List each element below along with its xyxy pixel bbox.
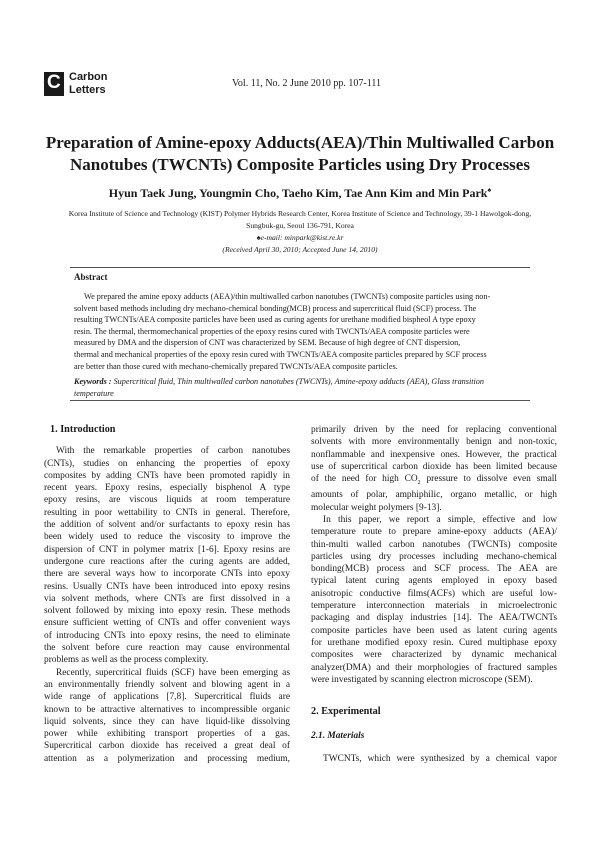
body-line: an environmentally friendly solvent and blowing agent in a [44, 679, 290, 690]
body-line: via solvent methods, where CNTs are first dissolved in a [44, 593, 290, 604]
left-column [44, 424, 290, 765]
body-line: composites by adding CNTs have been promoted rapidly in [44, 470, 290, 481]
body-line: composites were characterized by dynamic mechanical [311, 650, 557, 661]
abstract-body [74, 291, 526, 372]
body-line: of introducing CNTs into epoxy resins, the need to eliminate [44, 630, 290, 641]
body-line: use of supercritical carbon dioxide has been limited because [311, 461, 557, 472]
title-line-2: Nanotubes (TWCNTs) Composite Particles using Dry Processes [70, 155, 530, 174]
co2-text-pre: of the need for high CO [311, 474, 418, 485]
section-heading-introduction: 1. Introduction [50, 424, 116, 435]
abstract-line: measured by DMA and the dispersion of CNT was characterized by SEM. Because of high degree of CNT dispersion, [74, 338, 461, 348]
journal-name-line2: Letters [69, 84, 106, 96]
author-list [30, 186, 570, 201]
body-line: composite particles have been used as latent curing agents [311, 625, 557, 636]
body-line: analyzer(DMA) and their morphologies of fractured samples [311, 662, 557, 673]
body-line: thin-multi walled carbon nanotubes (TWCNTs) composite [311, 539, 557, 550]
section-heading-experimental: 2. Experimental [311, 706, 381, 718]
abstract-line: are better than those cured with mechano-chemically prepared TWCNTs/AEA composite particles. [74, 361, 398, 371]
author-email: ♠e-mail: minpark@kist.re.kr [256, 233, 344, 242]
body-line: solvents with more environmentally benign and non-toxic, [311, 437, 557, 448]
body-line: were investigated by scanning electron microscope (SEM). [311, 674, 533, 685]
abstract-line: resulting TWCNTs/AEA composite particles have been used as curing agents for urethane modified bispheol A type epoxy [74, 315, 476, 325]
abstract-line: We prepared the amine epoxy adducts (AEA)/thin multiwalled carbon nanotubes (TWCNTs) composite particles using non- [84, 292, 491, 301]
abstract-line: solvent based methods including dry mechano-chemical bonding(MCB) process and supercritical fluid (SCF) process. The [74, 303, 477, 313]
body-line: there are several ways how to incorporate CNTs into epoxy [44, 569, 290, 580]
abstract-line: thermal and mechanical properties of the epoxy resin cured with TWCNTs/AEA composite particles prepared by SCF process [74, 349, 487, 359]
body-line: ensure sufficient wetting of CNTs and offer convenient ways [44, 618, 290, 629]
body-line: resulting in poor wettability to CNTs in general. Therefore, [44, 507, 290, 518]
affiliation-block [30, 208, 570, 256]
body-line: for urethane modified epoxy resin. Cured multiphase epoxy [311, 637, 557, 648]
right-column [311, 424, 557, 765]
co2-subscript: 2 [417, 480, 421, 487]
body-line: power while exhibiting transport properties of a gas. [44, 729, 290, 740]
abstract-line: resin. The thermal, thermomechanical properties of the epoxy resins cured with TWCNTs/AEA composite particles were [74, 326, 470, 336]
abstract-top-rule [70, 267, 530, 268]
abstract-heading: Abstract [74, 272, 108, 282]
abstract-bottom-rule [70, 400, 530, 401]
received-accepted-dates: (Received April 30, 2010; Accepted June 14, 2010) [222, 245, 378, 254]
keywords-line-2: temperature [74, 388, 114, 398]
keywords-line-1: Supercritical fluid, Thin multiwalled carbon nanotubes (TWCNTs), Amine-epoxy adducts (AEA), Glass transition [111, 377, 484, 386]
body-line: the solvent before cure reaction may cause environmental [44, 643, 290, 654]
body-line: solvent followed by mixing into epoxy resin. These methods [44, 606, 290, 617]
journal-name [69, 71, 108, 97]
body-line: bonding(MCB) process and SCF process. The AEA are [311, 564, 557, 575]
body-line: attention as a polymerization and processing medium, [44, 753, 290, 764]
body-line: problems as well as the process complexity. [44, 655, 209, 666]
body-line: amounts of polar, amphiphilic, organo metallic, or high [311, 490, 557, 501]
body-line-co2 [311, 473, 557, 489]
body-line: nonflammable and inexpensive ones. However, the practical [311, 449, 557, 460]
paper-title [30, 132, 570, 176]
body-line: undergone cure reactions after the curing agents are added, [44, 556, 290, 567]
keywords-block [74, 376, 526, 399]
subsection-heading-materials: 2.1. Materials [311, 731, 365, 742]
journal-logo [44, 72, 144, 98]
body-line: (CNTs), studies on enhancing the properties of epoxy [44, 458, 290, 469]
body-line: epoxy resins, are viscous liquids at room temperature [44, 495, 290, 506]
body-line: Supercritical carbon dioxide has received a great deal of [44, 741, 290, 752]
body-line: molecular weight polymers [9-13]. [311, 502, 442, 513]
authors-text: Hyun Taek Jung, Youngmin Cho, Taeho Kim, Tae Ann Kim and Min Park [108, 186, 488, 200]
affiliation-line-2: Sungbuk-gu, Seoul 136-791, Korea [246, 221, 354, 230]
body-line: typical latent curing agents employed in epoxy based [311, 576, 557, 587]
body-line: temperature route to prepare amine-epoxy adducts (AEA)/ [311, 527, 557, 538]
body-line: In this paper, we report a simple, effective and low [323, 514, 557, 525]
body-line: temperature interconnection materials in microelectronic [311, 601, 557, 612]
body-line: particles using dry processes including mechano-chemical [311, 551, 557, 562]
body-line: With the remarkable properties of carbon nanotubes [56, 446, 290, 457]
body-line: TWCNTs, which were synthesized by a chemical vapor [323, 753, 557, 764]
co2-text-post: pressure to dissolve even small [420, 474, 557, 485]
body-line: Recently, supercritical fluids (SCF) have been emerging as [56, 667, 290, 678]
body-line: liquid solvents, since they can have liquid-like dissolving [44, 716, 290, 727]
body-line: been widely used to reduce the viscosity to improve the [44, 532, 290, 543]
title-line-1: Preparation of Amine-epoxy Adducts(AEA)/Thin Multiwalled Carbon [45, 133, 555, 152]
affiliation-line-1: Korea Institute of Science and Technology (KIST) Polymer Hybrids Research Center, Korea Institute of Science and Technology, 39-1 Hawolgok-dong, [68, 209, 532, 218]
body-line: primarily driven by the need for replacing conventional [311, 425, 557, 435]
body-line: the addition of solvent and/or surfactants to epoxy resin has [44, 520, 290, 531]
corresponding-author-mark: ♠ [487, 186, 492, 194]
body-line: packaging and display industries [14]. The AEA/TWCNTs [311, 613, 557, 624]
body-line: dispersion of CNT in polymer matrix [1-6]. Epoxy resins are [44, 544, 290, 555]
body-line: resins. Usually CNTs have been introduced into epoxy resins [44, 581, 290, 592]
keywords-label: Keywords : [74, 377, 112, 386]
journal-volume-info: Vol. 11, No. 2 June 2010 pp. 107-111 [232, 78, 381, 89]
carbon-letters-logo-icon: C [44, 72, 64, 96]
body-line: anisotropic conductive films(ACFs) which are useful low- [311, 588, 557, 599]
body-line: wide range of applications [7,8]. Supercritical fluids are [44, 692, 290, 703]
body-line: known to be attractive alternatives to incompressible organic [44, 704, 290, 715]
body-line: recent years. Epoxy resins, especially bisphenol A type [44, 483, 290, 494]
journal-name-line1: Carbon [69, 71, 108, 83]
